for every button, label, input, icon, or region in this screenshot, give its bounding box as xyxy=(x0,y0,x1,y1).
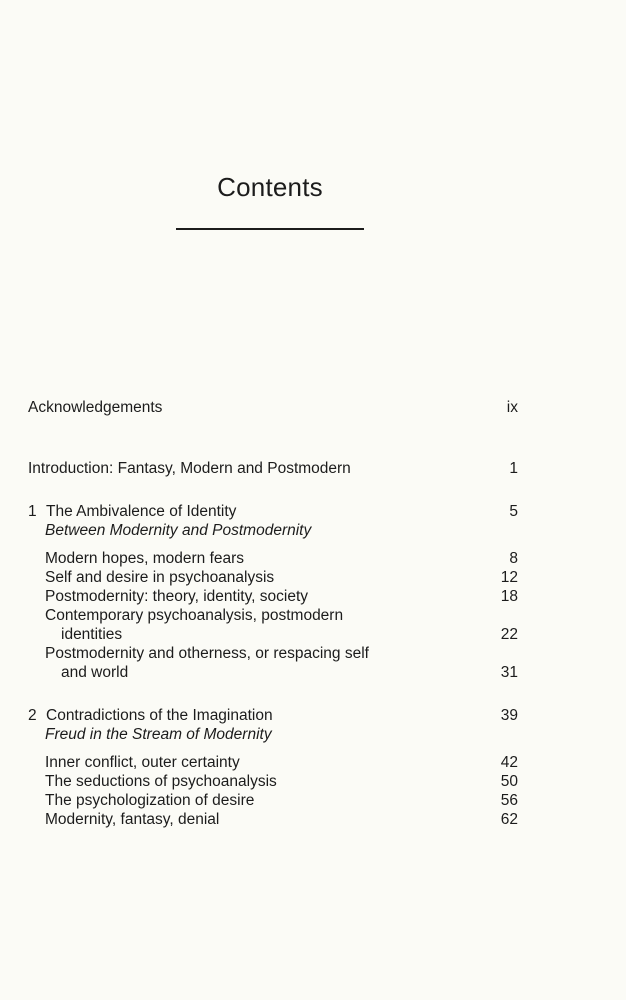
toc-section-continuation xyxy=(61,625,518,645)
entry-page: 1 xyxy=(509,460,518,477)
toc-section xyxy=(45,810,518,830)
chapter-page: 39 xyxy=(500,707,518,724)
section-page: 50 xyxy=(500,773,518,790)
section-page: 22 xyxy=(500,626,518,643)
section-page: 8 xyxy=(509,550,518,567)
chapter-number: 1 xyxy=(28,503,37,520)
page-title: Contents xyxy=(217,172,323,202)
chapter-1-heading xyxy=(28,502,518,522)
section-page: 31 xyxy=(500,664,518,681)
section-page: 56 xyxy=(500,792,518,809)
toc-section xyxy=(45,549,518,569)
entry-page: ix xyxy=(506,399,518,416)
chapter-number: 2 xyxy=(28,707,37,724)
section-title: The seductions of psychoanalysis xyxy=(45,773,277,790)
section-title: identities xyxy=(61,626,123,643)
toc-entry-introduction xyxy=(28,459,518,479)
toc-entry-acknowledgements xyxy=(28,398,518,418)
title-rule xyxy=(176,228,364,230)
entry-title: Introduction: Fantasy, Modern and Postmodern xyxy=(28,460,351,477)
section-title: Self and desire in psychoanalysis xyxy=(45,569,275,586)
toc-section-continuation xyxy=(61,663,518,683)
section-title: Modernity, fantasy, denial xyxy=(45,811,220,828)
chapter-title: Contradictions of the Imagination xyxy=(46,707,273,724)
chapter-page: 5 xyxy=(509,503,518,520)
toc-section xyxy=(45,606,518,626)
section-page: 18 xyxy=(500,588,518,605)
section-title: Modern hopes, modern fears xyxy=(45,550,245,567)
toc-section xyxy=(45,791,518,811)
entry-title: Acknowledgements xyxy=(28,399,163,416)
toc-section xyxy=(45,644,518,664)
toc-section xyxy=(45,568,518,588)
chapter-1-subtitle: Between Modernity and Postmodernity xyxy=(45,522,312,539)
toc-section xyxy=(45,587,518,607)
section-page: 62 xyxy=(500,811,518,828)
section-title: and world xyxy=(61,664,129,681)
chapter-2-subtitle: Freud in the Stream of Modernity xyxy=(45,726,272,743)
section-title: Postmodernity: theory, identity, society xyxy=(45,588,309,605)
section-title: Contemporary psychoanalysis, postmodern xyxy=(45,607,344,624)
toc-section xyxy=(45,753,518,773)
section-title: Postmodernity and otherness, or respacing self xyxy=(45,645,369,662)
section-title: Inner conflict, outer certainty xyxy=(45,754,240,771)
toc-section xyxy=(45,772,518,792)
section-title: The psychologization of desire xyxy=(45,792,255,809)
chapter-title: The Ambivalence of Identity xyxy=(46,503,237,520)
section-page: 42 xyxy=(500,754,518,771)
chapter-2-heading xyxy=(28,706,518,726)
section-page: 12 xyxy=(500,569,518,586)
